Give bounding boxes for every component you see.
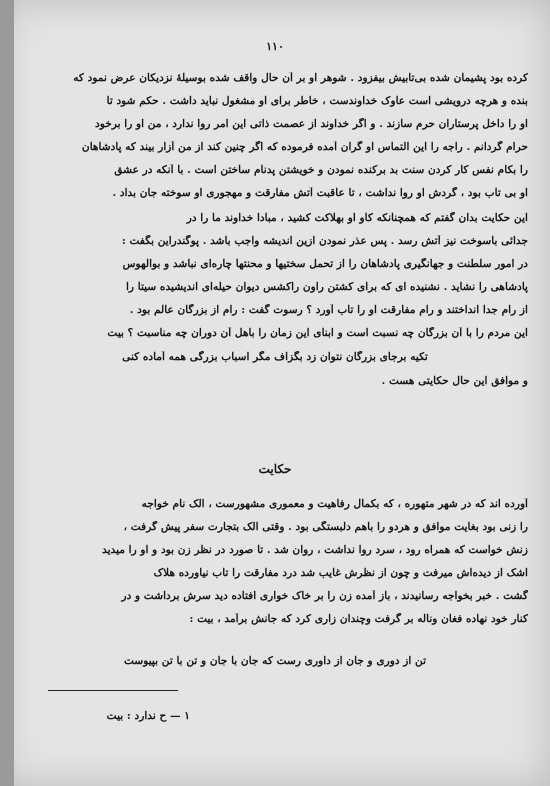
footnote-rule	[48, 690, 178, 691]
text-line: کنار خود نهاده فغان وناله بر گرفت وچندان زاری کرد که جانش برآمد ، بیت :	[189, 613, 528, 625]
text-line: کرده بود پشیمان شده بی‌تابیش بیفزود . شوهر او بر آن حال واقف شده بوسیله‌ٔ نزدیکان عرض نمود که	[73, 72, 528, 84]
text-line: و موافق این حال حکایتی هست .	[381, 375, 528, 387]
section-heading: حکایت	[258, 462, 292, 476]
verse-line: تن از دوری و جان از داوری رست که جان با جان و تن با تن بپیوست	[123, 655, 427, 667]
text-line: بنده و هرچه درویشی است عاوک خداوندست ، خاطر برای او مشغول نباید داشت . حکم شود تا	[106, 95, 528, 107]
text-line: اشک از دیده‌اش میرفت و چون از نظرش غایب شد درد مفارقت را تاب نیاورده هلاک	[153, 567, 528, 579]
text-line: پادشاهی را نشاید . نشنیده ای که برای کشتن راون راکشس دیوان حیله‌ای اندیشیده سیتا را	[125, 281, 528, 293]
text-line: گشت . خبر بخواجه رسانیدند ، باز آمده زن را بر خاک خواری افتاده دید سرش برداشت و در	[121, 590, 528, 602]
text-line: جدائی باسوخت نیز آتش رسد . پس عذر نمودن ازین اندیشه واجب باشد . پوگندراین بگفت :	[121, 235, 528, 247]
text-line: آورده اند که در شهر متهوره ، که بکمال رفاهیت و معموری مشهورست ، الک نام خواجه	[141, 498, 528, 510]
text-line: این مردم را با آن بزرگان چه نسبت است و ابنای این زمان را باهل آن دوران چه مناسبت ؟ بیت	[107, 327, 528, 339]
text-line: حرام گردانم . راجه را این التماس او گران آمده فرموده که اگر چنین کند از من آزار بیند که پادشاهان	[81, 141, 528, 153]
verse-line: تکیه برجای بزرگان نتوان زد بگزاف مگر اسباب بزرگی همه آماده کنی	[122, 351, 428, 363]
text-line: را بکام نفس کار کردن سنت بد برکنده نمودن و خویشتن پدنام ساختن است . با آنکه در عشق	[114, 164, 528, 176]
scan-edge	[0, 0, 14, 786]
text-line: از رام جدا انداختند و رام مفارقت او را تاب آورد ؟ رسوت گفت : رام از بزرگان عالم بود .	[129, 304, 528, 316]
text-line: او بی تاب بود ، گردش او روا نداشت ، تا عاقبت آتش مفارقت و مهجوری او سوخته جان بداد .	[112, 187, 528, 199]
footnote: ١ — ح ندارد : بیت	[106, 710, 190, 722]
text-line: زنش خواست که همراه رود ، سرد روا نداشت ، روان شد . تا صورد در نظر زن بود و او را میدید	[102, 544, 528, 556]
text-line: را زنی بود بغایت موافق و هردو را باهم دلبستگی بود . وقتی الک بتجارت سفر پیش گرفت ،	[123, 521, 528, 533]
text-line: این حکایت بدان گفتم که همچنانکه کاو او بهلاکت کشید ، مبادا خداوند ما را در	[186, 212, 528, 224]
text-line: در امور سلطنت و جهانگیری پادشاهان را از تحمل سختیها و محنتها چاره‌ای نباشد و بوالهوس	[122, 258, 528, 270]
text-line: او را داخل پرستاران حرم سازند . و اگر خداوند از عصمت ذاتی این امر روا ندارد ، من او را برخود	[95, 118, 528, 130]
page-number: ١١٠	[266, 40, 284, 53]
